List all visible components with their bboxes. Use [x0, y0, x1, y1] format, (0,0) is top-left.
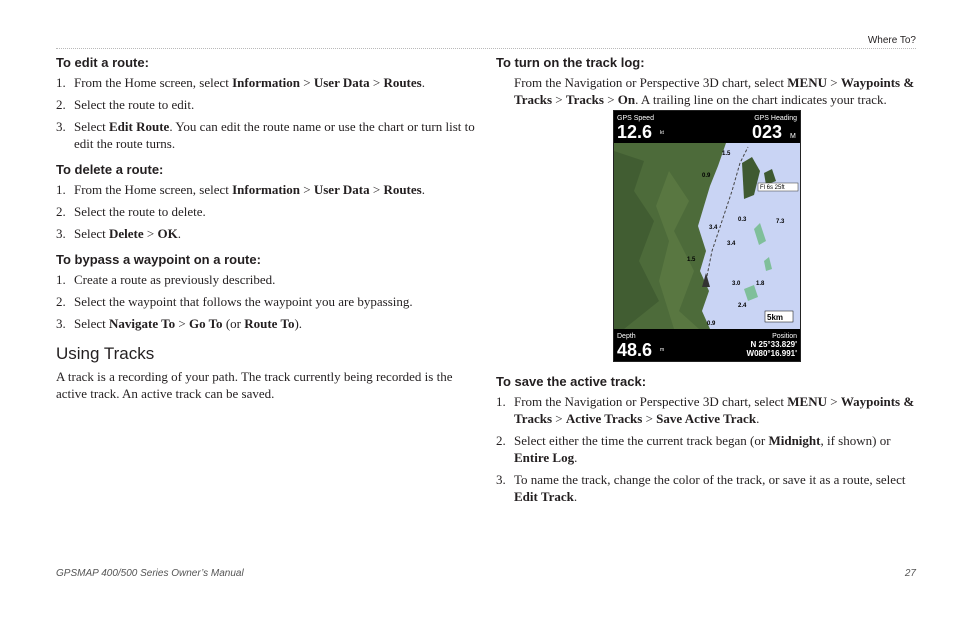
bypass-waypoint-heading: To bypass a waypoint on a route:	[56, 252, 261, 267]
sounding: 7.3	[776, 219, 785, 225]
list-item: 3. To name the track, change the color of the track, or save it as a route, select Edit Track.	[496, 472, 906, 504]
save-track-heading: To save the active track:	[496, 374, 647, 389]
light-label: Fl 6s 25ft	[760, 185, 785, 191]
list-item: 2. Select either the time the current track began (or Midnight, if shown) or Entire Log.	[496, 433, 891, 465]
sounding: 0.9	[707, 321, 716, 327]
list-item: 2. Select the waypoint that follows the waypoint you are bypassing.	[56, 294, 413, 309]
depth-unit: m	[660, 347, 665, 353]
left-column	[56, 55, 476, 402]
list-item: 3. Select Edit Route. You can edit the route name or use the chart or turn list to edit the route turns.	[56, 119, 475, 151]
sounding: 0.3	[738, 217, 747, 223]
edit-route-heading: To edit a route:	[56, 55, 149, 70]
list-item: 1. Create a route as previously described.	[56, 272, 276, 287]
chart-screenshot	[613, 110, 801, 362]
list-item: 2. Select the route to edit.	[56, 97, 195, 112]
heading-value: 023	[752, 122, 783, 142]
sounding: 3.4	[709, 225, 718, 231]
track-log-heading: To turn on the track log:	[496, 55, 645, 70]
running-header: Where To?	[867, 35, 916, 46]
sounding: 1.5	[687, 257, 696, 263]
edit-route-steps	[56, 74, 476, 152]
delete-route-steps	[56, 181, 476, 242]
track-log-body: From the Navigation or Perspective 3D chart, select MENU > Waypoints & Tracks > Tracks > On. A trailing line on the chart indicates your track.	[514, 75, 915, 107]
using-tracks-heading: Using Tracks	[56, 344, 155, 363]
position-label: Position	[772, 333, 797, 340]
save-track-section	[496, 374, 916, 515]
latitude: N 25°33.829'	[750, 340, 797, 349]
chart-screen	[614, 111, 800, 361]
list-item: 2. Select the route to delete.	[56, 204, 206, 219]
depth-value: 48.6	[617, 340, 653, 360]
sounding: 3.4	[727, 241, 736, 247]
list-item: 3. Select Delete > OK.	[56, 226, 181, 241]
header-rule	[56, 48, 916, 49]
right-column	[496, 55, 916, 108]
bypass-waypoint-steps	[56, 271, 476, 332]
sounding: 1.5	[722, 151, 731, 157]
sounding: 3.0	[732, 281, 741, 287]
scale-label: 5km	[767, 313, 784, 322]
heading-unit: M	[790, 133, 796, 140]
gps-speed-label: GPS Speed	[617, 115, 654, 122]
sounding: 2.4	[738, 303, 747, 309]
list-item: 1. From the Navigation or Perspective 3D chart, select MENU > Waypoints & Tracks > Active Tracks > Save Active Track.	[496, 394, 915, 426]
footer-manual-title: GPSMAP 400/500 Series Owner’s Manual	[56, 568, 244, 579]
page-number: 27	[904, 568, 916, 579]
sounding: 0.9	[702, 173, 711, 179]
list-item: 1. From the Home screen, select Information > User Data > Routes.	[56, 75, 425, 90]
gps-speed-value: 12.6	[617, 122, 653, 142]
using-tracks-body: A track is a recording of your path. The track currently being recorded is the active track. An active track can be saved.	[56, 369, 453, 401]
list-item: 3. Select Navigate To > Go To (or Route To).	[56, 316, 303, 331]
list-item: 1. From the Home screen, select Information > User Data > Routes.	[56, 182, 425, 197]
depth-label: Depth	[617, 333, 636, 340]
delete-route-heading: To delete a route:	[56, 162, 164, 177]
sounding: 1.8	[756, 281, 765, 287]
heading-label: GPS Heading	[754, 115, 797, 122]
save-track-steps	[496, 393, 916, 505]
gps-speed-unit: kt	[660, 130, 664, 136]
longitude: W080°16.991'	[746, 349, 797, 358]
